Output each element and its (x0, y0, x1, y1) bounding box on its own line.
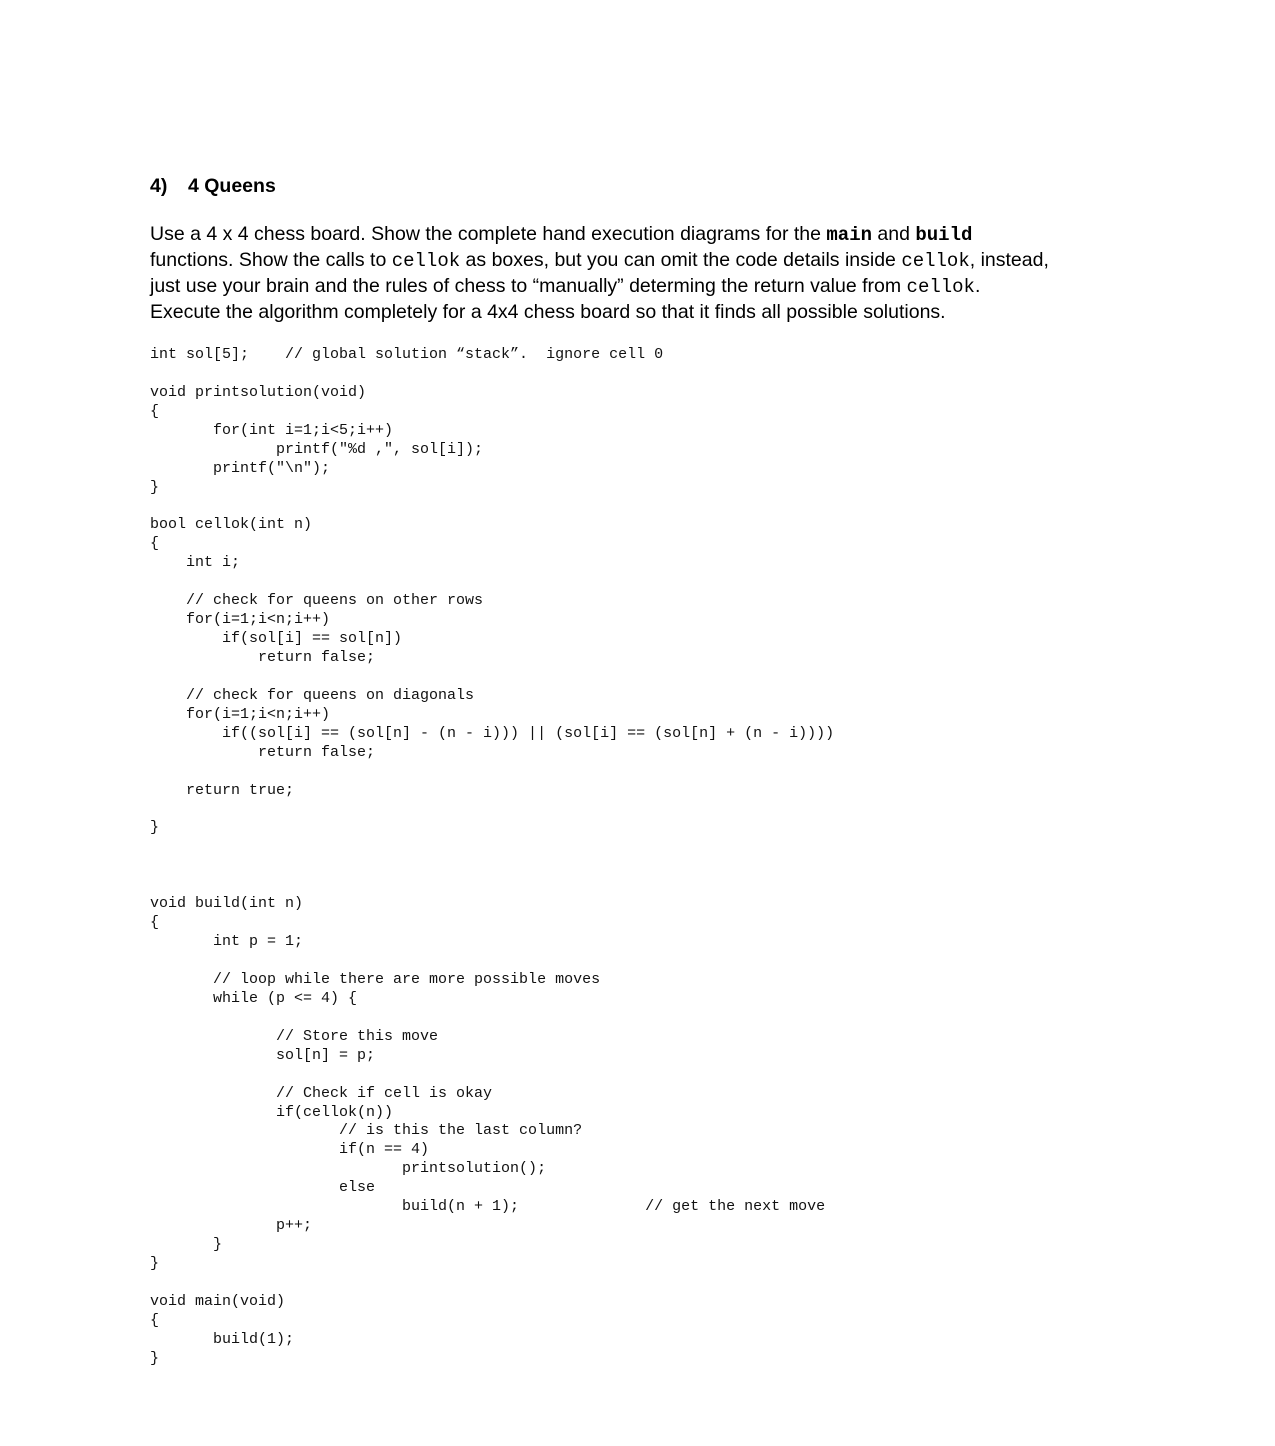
code-line: while (p <= 4) { (150, 989, 358, 1007)
text-run: just use your brain and the rules of chess to “manually” determing the return value from (150, 275, 907, 297)
code-line: int sol[5]; // global solution “stack”. ignore cell 0 (150, 346, 664, 363)
code-line: } (150, 1255, 160, 1272)
code-line (150, 1274, 834, 1293)
code-line: bool cellok(int n) (150, 516, 313, 534)
code-line: // is this the last column? (150, 1122, 583, 1140)
text-run: , instead, (969, 249, 1049, 271)
code-line (150, 365, 834, 384)
code-line: // Store this move (150, 1027, 439, 1045)
code-line: // check for queens on other rows (150, 592, 484, 610)
question-number: 4) (150, 175, 168, 197)
code-line: // check for queens on diagonals (150, 686, 475, 704)
code-line (150, 573, 834, 592)
code-line: // loop while there are more possible moves (150, 970, 601, 988)
code-line: for(i=1;i<n;i++) (150, 705, 331, 723)
code-line (150, 876, 834, 895)
code-line (150, 763, 834, 782)
code-line: void printsolution(void) (150, 383, 367, 401)
code-line: for(int i=1;i<5;i++) (150, 421, 394, 439)
code-line: return false; (150, 743, 376, 761)
code-term-cellok: cellok (391, 250, 461, 272)
instructions-paragraph (150, 221, 1140, 325)
code-line: int p = 1; (150, 933, 304, 951)
instructions-line-2 (150, 247, 1140, 273)
code-line: printf("%d ,", sol[i]); (150, 440, 484, 458)
code-line: return false; (150, 649, 376, 666)
text-run: Use a 4 x 4 chess board. Show the complete hand execution diagrams for the (150, 223, 827, 245)
code-line: int i; (150, 554, 241, 572)
code-line (150, 838, 834, 857)
text-run: . (974, 275, 981, 297)
code-line: void main(void) (150, 1292, 286, 1310)
code-line (150, 498, 834, 517)
code-line (150, 668, 834, 687)
code-line: { (150, 914, 160, 932)
code-term-main: main (826, 224, 872, 246)
text-run: functions. Show the calls to (150, 249, 392, 271)
code-line: return true; (150, 781, 295, 799)
code-line: else (150, 1179, 376, 1197)
code-line: if(sol[i] == sol[n]) (150, 630, 403, 648)
code-line: // Check if cell is okay (150, 1084, 493, 1102)
code-line: printsolution(); (150, 1160, 547, 1178)
question-title: 4 Queens (188, 175, 276, 197)
instructions-line-4: Execute the algorithm completely for a 4x4 chess board so that it finds all possible solutions. (150, 301, 946, 323)
code-line (150, 801, 834, 820)
question-heading (150, 175, 276, 198)
code-line: build(1); (150, 1330, 295, 1348)
instructions-line-1 (150, 221, 1140, 247)
code-line (150, 1009, 834, 1028)
code-line: printf("\n"); (150, 459, 331, 477)
code-line: build(n + 1); // get the next move (150, 1198, 826, 1216)
code-line: { (150, 535, 160, 553)
instructions-line-3 (150, 273, 1140, 299)
code-line: if((sol[i] == (sol[n] - (n - i))) || (sol[i] == (sol[n] + (n - i)))) (150, 724, 835, 742)
code-line: } (150, 478, 160, 496)
code-line (150, 857, 834, 876)
code-line: void build(int n) (150, 895, 304, 913)
code-line: { (150, 1311, 160, 1329)
text-run: as boxes, but you can omit the code details inside (460, 249, 902, 271)
code-line: p++; (150, 1217, 313, 1235)
code-term-build: build (915, 224, 973, 246)
code-line: } (150, 1236, 223, 1254)
code-line: sol[n] = p; (150, 1046, 376, 1064)
text-run: and (872, 223, 916, 245)
code-term-cellok: cellok (901, 250, 970, 272)
code-line (150, 1066, 834, 1085)
code-line: for(i=1;i<n;i++) (150, 611, 331, 629)
code-listing (150, 346, 834, 1369)
code-line (150, 952, 834, 971)
code-line: } (150, 1349, 160, 1367)
code-line: if(cellok(n)) (150, 1103, 394, 1121)
code-term-cellok: cellok (906, 276, 975, 298)
code-line: } (150, 819, 160, 837)
code-line: if(n == 4) (150, 1141, 430, 1159)
code-line: { (150, 402, 160, 420)
